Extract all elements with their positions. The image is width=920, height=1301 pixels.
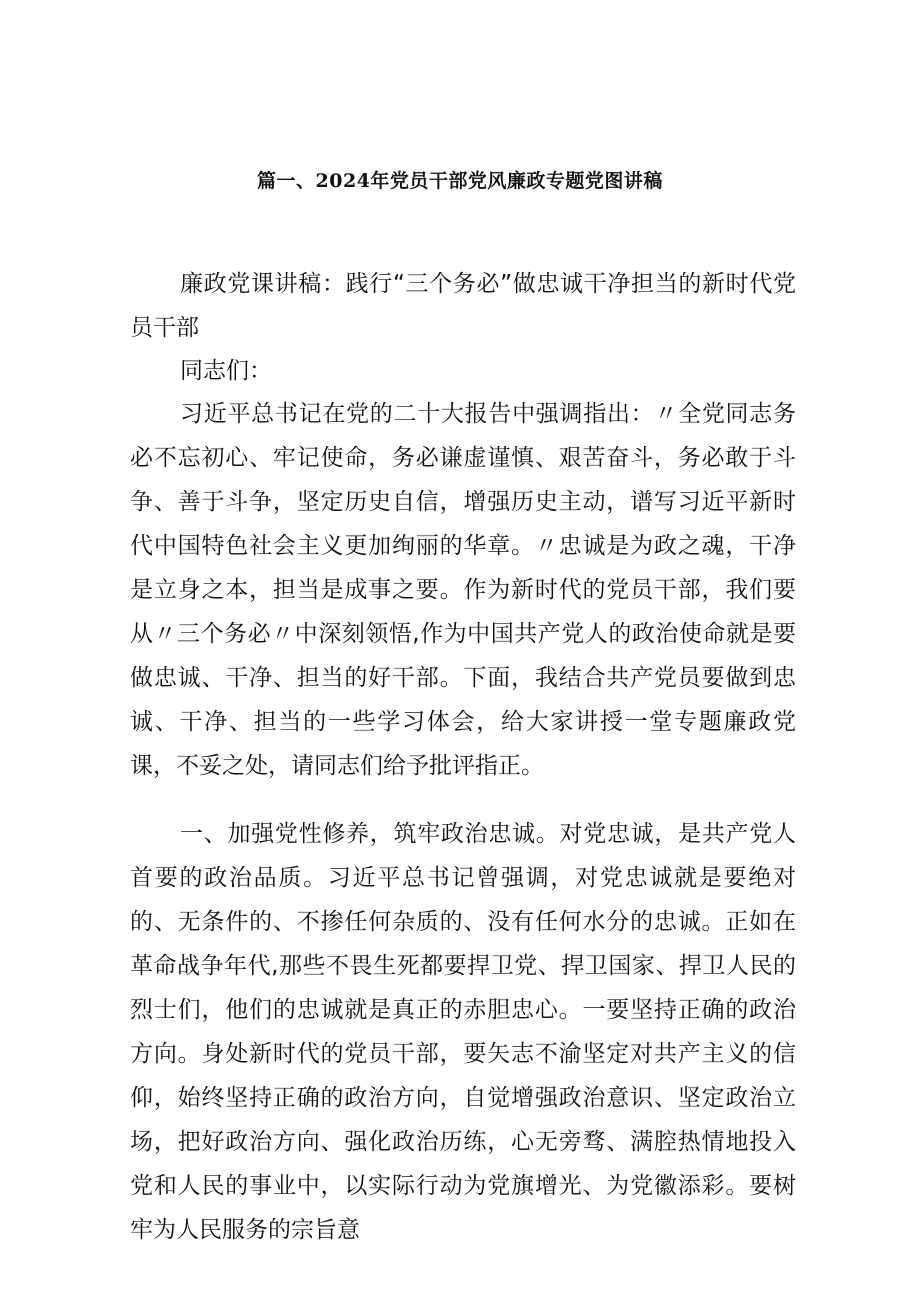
document-title: 篇一、2024年党员干部党风廉政专题党图讲稿: [257, 170, 663, 192]
paragraph-intro: 习近平总书记在党的二十大报告中强调指出：〃全党同志务必不忘初心、牢记使命，务必谦虚谨慎、艰苦奋斗，务必敢于斗争、善于斗争，坚定历史自信，增强历史主动，谱写习近平新时代中国特色社会主义更加绚丽的华章。〃忠诚是为政之魂，干净是立身之本，担当是成事之要。作为新时代的党员干部，我们要从〃三个务必〃中深刻领悟,作为中国共产党人的政治使命就是要做忠诚、干净、担当的好干部。下面，我结合共产党员要做到忠诚、干净、担当的一些学习体会，给大家讲授一堂专题廉政党课，不妥之处，请同志们给予批评指正。: [130, 401, 796, 779]
paragraph-section-one: 一、加强党性修养，筑牢政治忠诚。对党忠诚，是共产党人首要的政治品质。习近平总书记曾强调，对党忠诚就是要绝对的、无条件的、不掺任何杂质的、没有任何水分的忠诚。正如在革命战争年代,那些不畏生死都要捍卫党、捍卫国家、捍卫人民的烈士们，他们的忠诚就是真正的赤胆忠心。一要坚持正确的政治方向。身处新时代的党员干部，要矢志不渝坚定对共产主义的信仰，始终坚持正确的政治方向，自觉增强政治意识、坚定政治立场，把好政治方向、强化政治历练，心无旁骛、满腔热情地投入党和人民的事业中，以实际行动为党旗增光、为党徽添彩。要树牢为人民服务的宗旨意: [130, 821, 796, 1243]
salutation: 同志们：: [180, 358, 272, 384]
lecture-subtitle: 廉政党课讲稿：践行“三个务必”做忠诚干净担当的新时代党员干部: [130, 271, 796, 341]
